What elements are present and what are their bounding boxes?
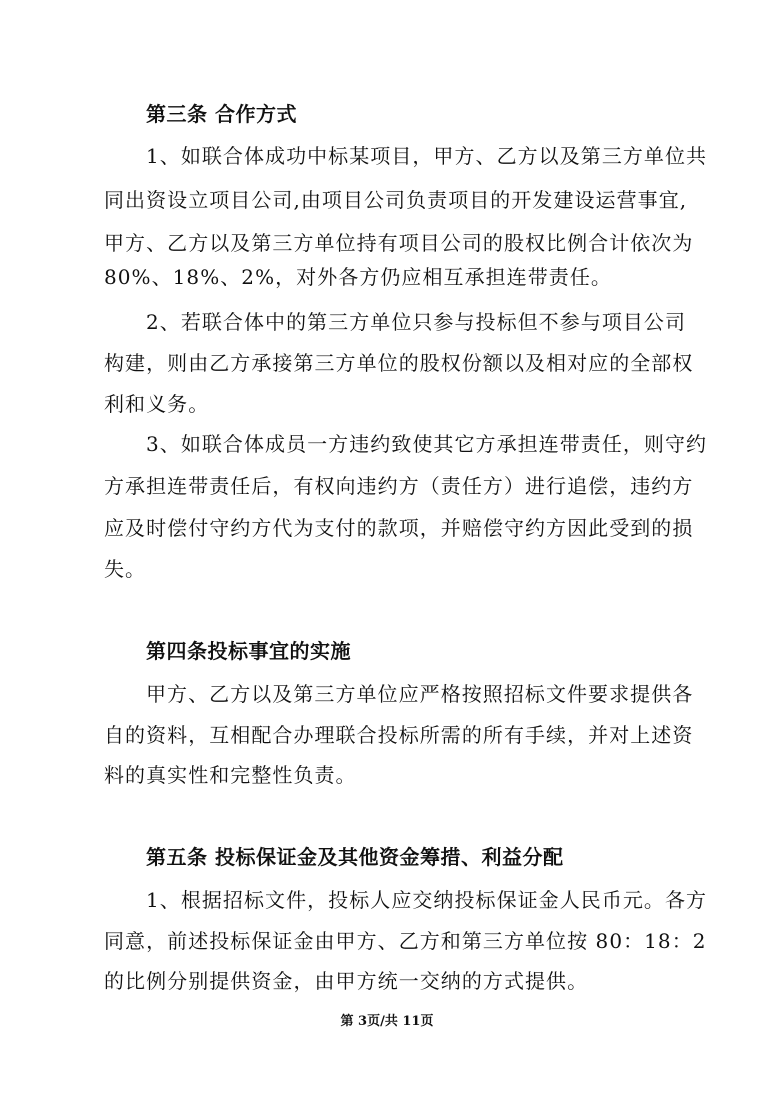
paragraph-line: 1、根据招标文件，投标人应交纳投标保证金人民币元。各方 [146,888,708,912]
paragraph-line: 同意，前述投标保证金由甲方、乙方和第三方单位按 80：18：2 [104,929,707,953]
section-4-heading: 第四条投标事宜的实施 [146,639,351,663]
paragraph-line: 构建，则由乙方承接第三方单位的股权份额以及相对应的全部权 [104,351,694,375]
paragraph-line: 80%、18%、2%，对外各方仍应相互承担连带责任。 [104,265,612,289]
paragraph-line: 自的资料，互相配合办理联合投标所需的所有手续，并对上述资 [104,723,694,747]
paragraph-line: 甲方、乙方以及第三方单位应严格按照招标文件要求提供各 [146,682,694,706]
section-5-heading: 第五条 投标保证金及其他资金筹措、利益分配 [146,845,564,869]
paragraph-line: 失。 [104,557,147,581]
paragraph-line: 3、如联合体成员一方违约致使其它方承担连带责任，则守约 [146,432,708,456]
section-3-heading: 第三条 合作方式 [146,102,297,126]
page-number: 第 3页/共 11页 [340,1014,434,1029]
paragraph-line: 利和义务。 [104,392,210,416]
paragraph-line: 2、若联合体中的第三方单位只参与投标但不参与项目公司 [146,310,687,334]
paragraph-line: 方承担连带责任后，有权向违约方（责任方）进行追偿，违约方 [104,474,694,498]
paragraph-line: 应及时偿付守约方代为支付的款项，并赔偿守约方因此受到的损 [104,516,694,540]
paragraph-line: 1、如联合体成功中标某项目，甲方、乙方以及第三方单位共 [146,144,708,168]
paragraph-line: 料的真实性和完整性负责。 [104,763,357,787]
paragraph-line: 同出资设立项目公司,由项目公司负责项目的开发建设运营事宜, [104,188,688,212]
paragraph-line: 甲方、乙方以及第三方单位持有项目公司的股权比例合计依次为 [104,231,694,255]
paragraph-line: 的比例分别提供资金，由甲方统一交纳的方式提供。 [104,969,589,993]
